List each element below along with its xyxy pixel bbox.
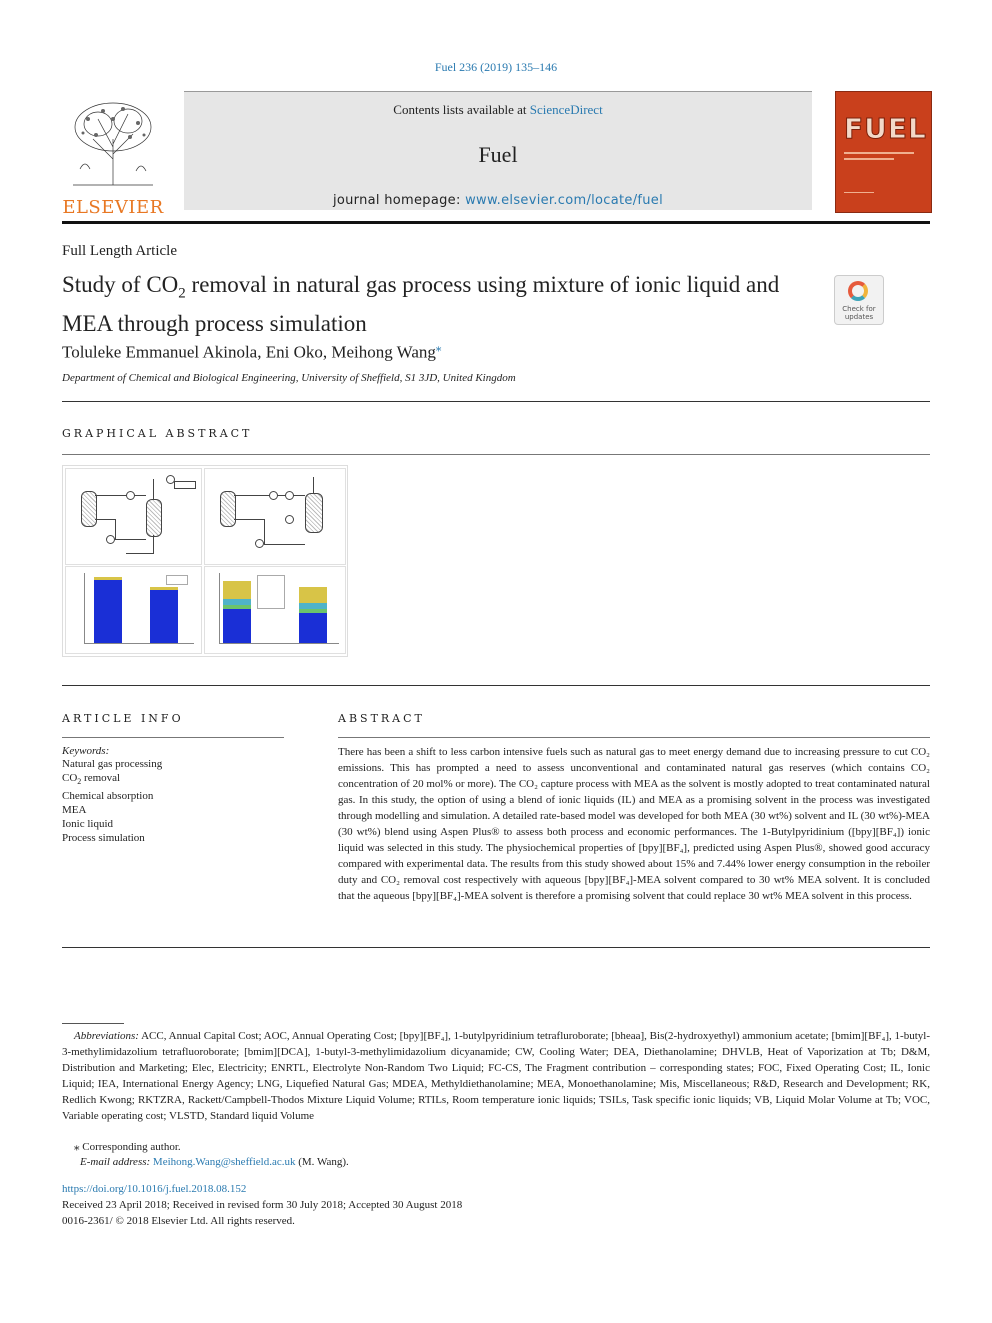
abbreviations-text: ACC, Annual Capital Cost; AOC, Annual Operating Cost; [bpy][BF₄], 1-butylpyridinium tetrafluroborate; [bheaa], Bis(2-hydroxyethyl) ammonium acetate; [bmim][BF₄], 1-butyl-3-methylimidazolium tetrafluoroborate; [bmim][DCA], 1-butyl-3-methylimidazolium dicyanamide; CW, Cooling Water; DEA, Diethanolamine; DHVLB, Heat of Vaporization at Tb; D&M, Distribution and Marketing; Elec, Electricity; ENRTL, Electrolyte Non-Random Two Liquid; FC-CS, The Fragment contribution – corresponding states; FOC, Fixed Operating Cost; IL, Ionic Liquid; IEA, International Energy Agency; LNG, Liquefied Natural Gas; MDEA, Methyldiethanolamine; MEA, Monoethanolamine; Mis, Miscellaneous; R&D, Research and Development; RK, Redlich Kwong; RKTZRA, Rackett/Campbell-Thodos Mixture Liquid Volume; RTILs, Room temperature ionic liquids; TSILs, Task specific ionic liquids; VB, Liquid Molar Volume at Tb; VOC, Variable operating cost; VLSTD, Standard liquid Volume — [62, 1030, 930, 1122]
authors-text: Toluleke Emmanuel Akinola, Eni Oko, Meihong Wang — [62, 342, 436, 362]
section-rule — [62, 737, 284, 738]
reboiler-duty-chart — [65, 566, 202, 654]
chart-legend — [166, 575, 188, 585]
author-list — [62, 341, 441, 363]
cover-stripe — [844, 152, 914, 154]
keyword-co2-rest: removal — [81, 772, 121, 784]
contents-prefix: Contents lists available at — [393, 102, 530, 117]
title-subscript: 2 — [178, 285, 186, 302]
cover-title: FUEL — [844, 112, 927, 145]
chart-axis — [219, 573, 220, 643]
title-part2: removal in natural gas process using mixture of ionic liquid and MEA through process simulation — [62, 272, 780, 336]
heat-exchanger-icon — [285, 491, 294, 500]
corresponding-author-link[interactable]: ⁎ — [435, 342, 442, 354]
pump-icon — [285, 515, 294, 524]
contents-line — [184, 102, 812, 118]
pump-icon — [106, 535, 115, 544]
chart-bar — [299, 587, 327, 603]
received-dates: Received 23 April 2018; Received in revised form 30 July 2018; Accepted 30 August 2018 — [62, 1199, 463, 1211]
homepage-link[interactable]: www.elsevier.com/locate/fuel — [465, 193, 664, 208]
pipe — [153, 535, 154, 553]
pipe — [234, 519, 264, 520]
abstract-heading: ABSTRACT — [338, 712, 425, 725]
mea-process-diagram — [65, 468, 202, 565]
affiliation: Department of Chemical and Biological Engineering, University of Sheffield, S1 3JD, United Kingdom — [62, 372, 516, 384]
section-rule — [62, 685, 930, 686]
absorber-vessel — [220, 491, 236, 527]
header-rule — [62, 221, 930, 224]
chart-bar — [299, 609, 327, 613]
corresponding-author-note: ⁎ Corresponding author. — [74, 1141, 181, 1153]
pump-icon — [255, 539, 264, 548]
chart-bar — [223, 581, 251, 599]
keywords-block — [62, 745, 284, 845]
chart-axis — [84, 573, 85, 643]
section-rule — [338, 737, 930, 738]
pipe — [313, 477, 314, 493]
chart-axis — [84, 643, 194, 644]
cover-stripe — [844, 192, 874, 193]
pipe — [153, 479, 154, 499]
pipe — [264, 519, 265, 544]
journal-banner — [184, 91, 812, 210]
heat-exchanger-icon — [269, 491, 278, 500]
chart-bar — [223, 605, 251, 609]
pipe — [115, 539, 146, 540]
journal-name: Fuel — [478, 142, 518, 167]
chart-legend — [257, 575, 285, 609]
journal-citation[interactable]: Fuel 236 (2019) 135–146 — [434, 60, 558, 74]
keyword: Ionic liquid — [62, 818, 114, 831]
absorber-vessel — [81, 491, 97, 527]
title-part1: Study of CO — [62, 272, 179, 297]
elsevier-tree-icon — [68, 99, 158, 187]
journal-header — [62, 91, 930, 218]
flash-drum — [174, 481, 196, 489]
journal-cover-image[interactable] — [835, 91, 932, 213]
keyword: Chemical absorption — [62, 790, 154, 803]
chart-bar — [94, 577, 122, 643]
keyword: Process simulation — [62, 832, 145, 845]
section-rule — [62, 454, 930, 455]
article-type: Full Length Article — [62, 243, 177, 259]
article-info-heading: ARTICLE INFO — [62, 712, 184, 725]
sciencedirect-link[interactable]: ScienceDirect — [529, 102, 603, 117]
footnote-rule — [62, 1023, 124, 1024]
check-for-updates-button[interactable] — [834, 275, 884, 325]
doi-link[interactable]: https://doi.org/10.1016/j.fuel.2018.08.152 — [62, 1183, 247, 1195]
abstract-text: There has been a shift to less carbon intensive fuels such as natural gas to meet energy demand due to increasing pressure to cut CO₂ emissions. This has prompted a need to assess unconventional and contaminated natural gas reserves (which contains CO₂ concentration of 20 mol% or more). The CO₂ capture process with MEA as the solvent is mostly adopted to treat contaminated natural gas. In this study, the option of using a blend of ionic liquids (IL) and MEA as a promising solvent in the process was investigated through modelling and simulation. A detailed rate-based model was developed for both MEA (30 wt%) solvent and IL (30 wt%)-MEA (30 wt%) blend using Aspen Plus® to assess both process and economic performances. The 1-Butylpyridinium ([bpy][BF₄]) ionic liquid was selected in this study. The physiochemical properties of [bpy][BF₄], predicted using Aspen Plus®, showed good accuracy compared with experimental data. The results from this study showed about 15% and 7.44% lower energy consumption in the reboiler duty and CO₂ removal cost respectively with aqueous [bpy][BF₄]-MEA solvent compared to 30 wt% MEA solvent. It is concluded that the aqueous [bpy][BF₄]-MEA solvent is therefore a promising solvent that could replace 30 wt% MEA solvent in this process. — [338, 746, 930, 902]
elsevier-wordmark: ELSEVIER — [62, 197, 164, 218]
abbreviations-label: Abbreviations: — [74, 1030, 139, 1042]
keyword-co2-sub: 2 — [77, 777, 82, 787]
keyword: Natural gas processing — [62, 758, 163, 770]
email-label: E-mail address: — [80, 1156, 153, 1168]
il-mea-process-diagram — [204, 468, 346, 565]
pipe — [264, 544, 305, 545]
chart-bar — [150, 587, 178, 643]
section-rule — [62, 401, 930, 402]
chart-bar — [94, 577, 122, 580]
heat-exchanger-icon — [126, 491, 135, 500]
cover-stripe — [844, 158, 894, 160]
pipe — [95, 495, 146, 496]
stripper-vessel — [146, 499, 162, 537]
copyright: 0016-2361/ © 2018 Elsevier Ltd. All rights reserved. — [62, 1215, 295, 1227]
elsevier-logo[interactable] — [62, 99, 164, 218]
pipe — [95, 519, 115, 520]
cost-breakdown-chart — [204, 566, 346, 654]
homepage-prefix: journal homepage: — [332, 193, 466, 208]
section-rule — [62, 947, 930, 948]
keyword-co2: CO — [62, 772, 78, 784]
check-updates-label: Check for updates — [842, 305, 876, 321]
graphical-abstract-heading: GRAPHICAL ABSTRACT — [62, 427, 253, 440]
abbreviations — [62, 1028, 930, 1124]
email-line — [80, 1156, 349, 1168]
email-suffix: (M. Wang). — [295, 1156, 349, 1168]
article-title — [62, 270, 812, 338]
keywords-label: Keywords: — [62, 745, 110, 757]
chart-axis — [219, 643, 339, 644]
pipe — [126, 553, 154, 554]
homepage-line — [184, 193, 812, 208]
keyword: MEA — [62, 804, 87, 817]
stripper-vessel — [305, 493, 323, 533]
keyword — [62, 771, 284, 789]
email-link[interactable]: Meihong.Wang@sheffield.ac.uk — [152, 1156, 296, 1168]
check-updates-icon — [848, 281, 868, 301]
graphical-abstract-figure[interactable] — [62, 465, 348, 657]
chart-bar — [150, 587, 178, 590]
pipe — [115, 519, 116, 539]
